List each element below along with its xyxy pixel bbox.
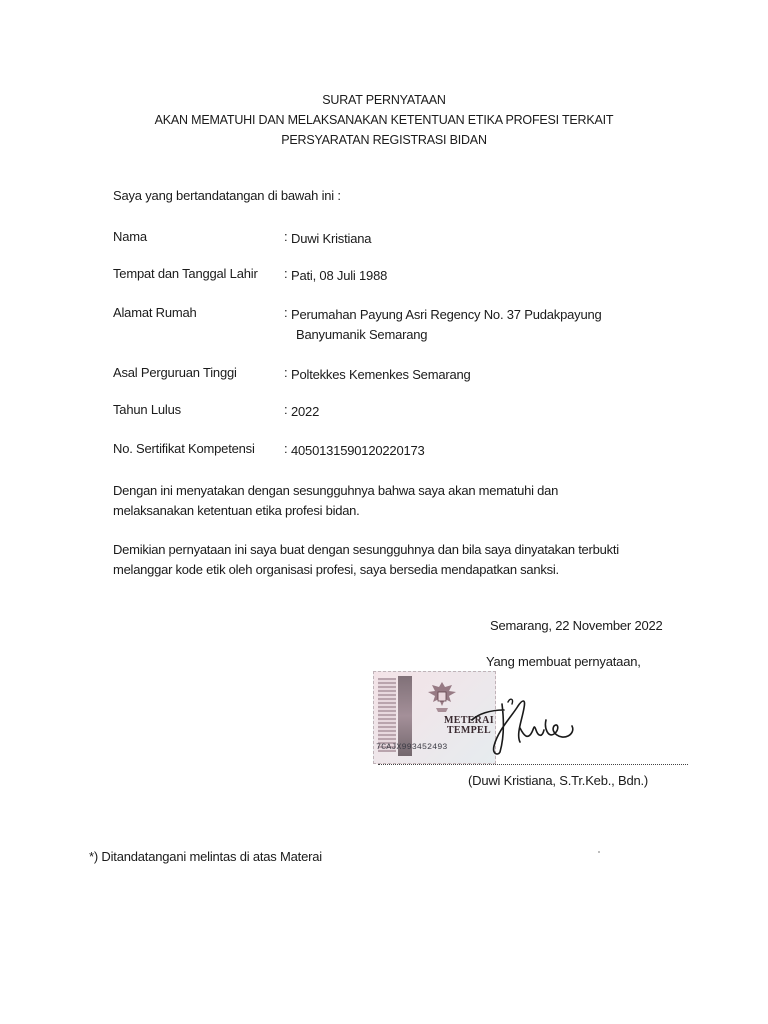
place-date: Semarang, 22 November 2022 <box>490 618 663 633</box>
signer-name: (Duwi Kristiana, S.Tr.Keb., Bdn.) <box>468 773 649 788</box>
paragraph-line: Demikian pernyataan ini saya buat dengan sesungguhnya dan bila saya dinyatakan terbukti <box>113 542 619 557</box>
field-label: Alamat Rumah <box>113 305 197 320</box>
field-value: Duwi Kristiana <box>291 231 372 246</box>
field-value: Pati, 08 Juli 1988 <box>291 268 388 283</box>
field-separator: : <box>284 402 288 417</box>
intro-text: Saya yang bertandatangan di bawah ini : <box>113 188 341 203</box>
title-line-3: PERSYARATAN REGISTRASI BIDAN <box>281 133 487 147</box>
field-label: No. Sertifikat Kompetensi <box>113 441 255 456</box>
field-label: Asal Perguruan Tinggi <box>113 365 237 380</box>
paragraph-line: melaksanakan ketentuan etika profesi bidan. <box>113 503 360 518</box>
title-line-2: AKAN MEMATUHI DAN MELAKSANAKAN KETENTUAN ETIKA PROFESI TERKAIT <box>154 113 614 127</box>
scan-speck <box>598 851 600 853</box>
paragraph-line: melanggar kode etik oleh organisasi profesi, saya bersedia mendapatkan sanksi. <box>113 562 559 577</box>
stamp-text-line-1: METERAI <box>444 715 494 726</box>
stamp-security-strip <box>378 678 396 752</box>
footnote: *) Ditandatangani melintas di atas Materai <box>89 849 322 864</box>
field-label: Tempat dan Tanggal Lahir <box>113 266 258 281</box>
stamp-serial: 7CAJX993452493 <box>376 742 448 752</box>
statement-paragraph <box>113 481 713 521</box>
field-value: Perumahan Payung Asri Regency No. 37 Pudakpayung <box>291 307 602 322</box>
field-label: Nama <box>113 229 147 244</box>
signature-line <box>378 764 688 765</box>
field-value: 4050131590120220173 <box>291 443 425 458</box>
maker-label: Yang membuat pernyataan, <box>486 654 641 669</box>
field-separator: : <box>284 305 288 320</box>
field-separator: : <box>284 229 288 244</box>
closing-paragraph <box>113 540 713 580</box>
field-value: Poltekkes Kemenkes Semarang <box>291 367 471 382</box>
stamp-text-line-2: TEMPEL <box>446 725 491 736</box>
field-label: Tahun Lulus <box>113 402 181 417</box>
field-separator: : <box>284 365 288 380</box>
title-line-1: SURAT PERNYATAAN <box>322 93 446 107</box>
signature-icon <box>442 680 582 760</box>
field-separator: : <box>284 441 288 456</box>
document-title <box>0 90 768 150</box>
field-value: 2022 <box>291 404 320 419</box>
field-value-line-2: Banyumanik Semarang <box>296 327 428 342</box>
field-separator: : <box>284 266 288 281</box>
paragraph-line: Dengan ini menyatakan dengan sesungguhnya bahwa saya akan mematuhi dan <box>113 483 559 498</box>
